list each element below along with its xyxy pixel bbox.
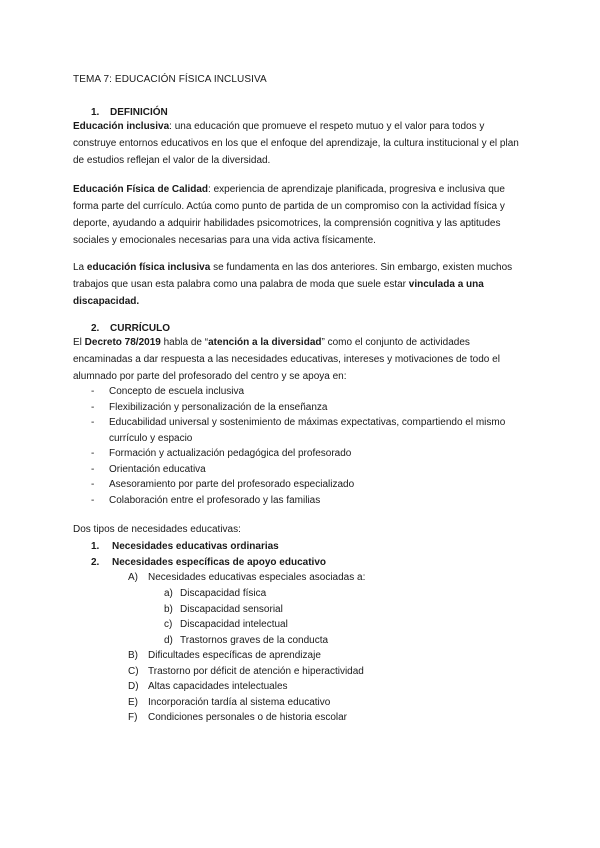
list-item: - Flexibilización y personalización de la enseñanza [91, 401, 328, 413]
list-item: - Orientación educativa [91, 463, 206, 475]
paragraph-educacion-inclusiva: Educación inclusiva: una educación que promueve el respeto mutuo y el valor para todos y construye entornos educativos en los que el enfoque del aprendizaje, la cultura institucional y el plan de estudios reflejan el valor de la diversidad. [73, 121, 519, 166]
types-label: Dos tipos de necesidades educativas: [73, 524, 241, 535]
section-heading-curriculo: 2. CURRÍCULO [91, 323, 170, 334]
paragraph-educacion-fisica-inclusiva: La educación física inclusiva se fundamenta en las dos anteriores. Sin embargo, existen muchos trabajos que usan esta palabra como una palabra de moda que suele estar vinculada a una discapacidad. [73, 262, 513, 307]
section-heading-definicion: 1. DEFINICIÓN [91, 107, 168, 118]
list-item: c) Discapacidad intelectual [164, 619, 288, 630]
list-item: D) Altas capacidades intelectuales [128, 681, 288, 692]
sub-a-items-list [164, 586, 328, 648]
list-item: C) Trastorno por déficit de atención e hiperactividad [128, 665, 364, 677]
sub-a-list [128, 570, 365, 586]
list-item: B) Dificultades específicas de aprendizaje [128, 650, 321, 661]
paragraph-educacion-fisica-calidad: Educación Física de Calidad: experiencia de aprendizaje planificada, progresiva e inclusiva que forma parte del currículo. Actúa como punto de partida de un compromiso con la actividad física y deporte, ayudando a adquirir habilidades psicomotrices, la comprensión cognitiva y las aptitudes sociales y emocionales necesarias para una vida activa físicamente. [73, 184, 505, 246]
list-item: F) Condiciones personales o de historia escolar [128, 712, 348, 723]
sub-rest-list [128, 648, 364, 726]
list-item: - Colaboración entre el profesorado y las familias [91, 494, 321, 506]
paragraph-decreto: El Decreto 78/2019 habla de “atención a la diversidad” como el conjunto de actividades encaminadas a dar respuesta a las necesidades educativas, intereses y motivaciones de todo el alumnado por parte del profesorado del centro y se apoya en: [73, 337, 500, 382]
list-item: 2. Necesidades específicas de apoyo educativo [91, 556, 326, 568]
page-title: TEMA 7: EDUCACIÓN FÍSICA INCLUSIVA [73, 74, 267, 85]
list-item: - Formación y actualización pedagógica del profesorado [91, 448, 352, 460]
list-item: b) Discapacidad sensorial [164, 603, 283, 615]
list-item: - Educabilidad universal y sostenimiento de máximas expectativas, compartiendo el mismo currículo y espacio [91, 417, 506, 444]
support-bullet-list [91, 384, 529, 509]
list-item: - Asesoramiento por parte del profesorado especializado [91, 479, 355, 491]
list-item: - Concepto de escuela inclusiva [91, 386, 245, 397]
list-item: A) Necesidades educativas especiales asociadas a: [128, 572, 366, 583]
list-item: E) Incorporación tardía al sistema educativo [128, 696, 331, 708]
needs-types-list [91, 539, 326, 570]
list-item: d) Trastornos graves de la conducta [164, 634, 329, 646]
list-item: a) Discapacidad física [164, 588, 267, 599]
list-item: 1. Necesidades educativas ordinarias [91, 541, 279, 552]
